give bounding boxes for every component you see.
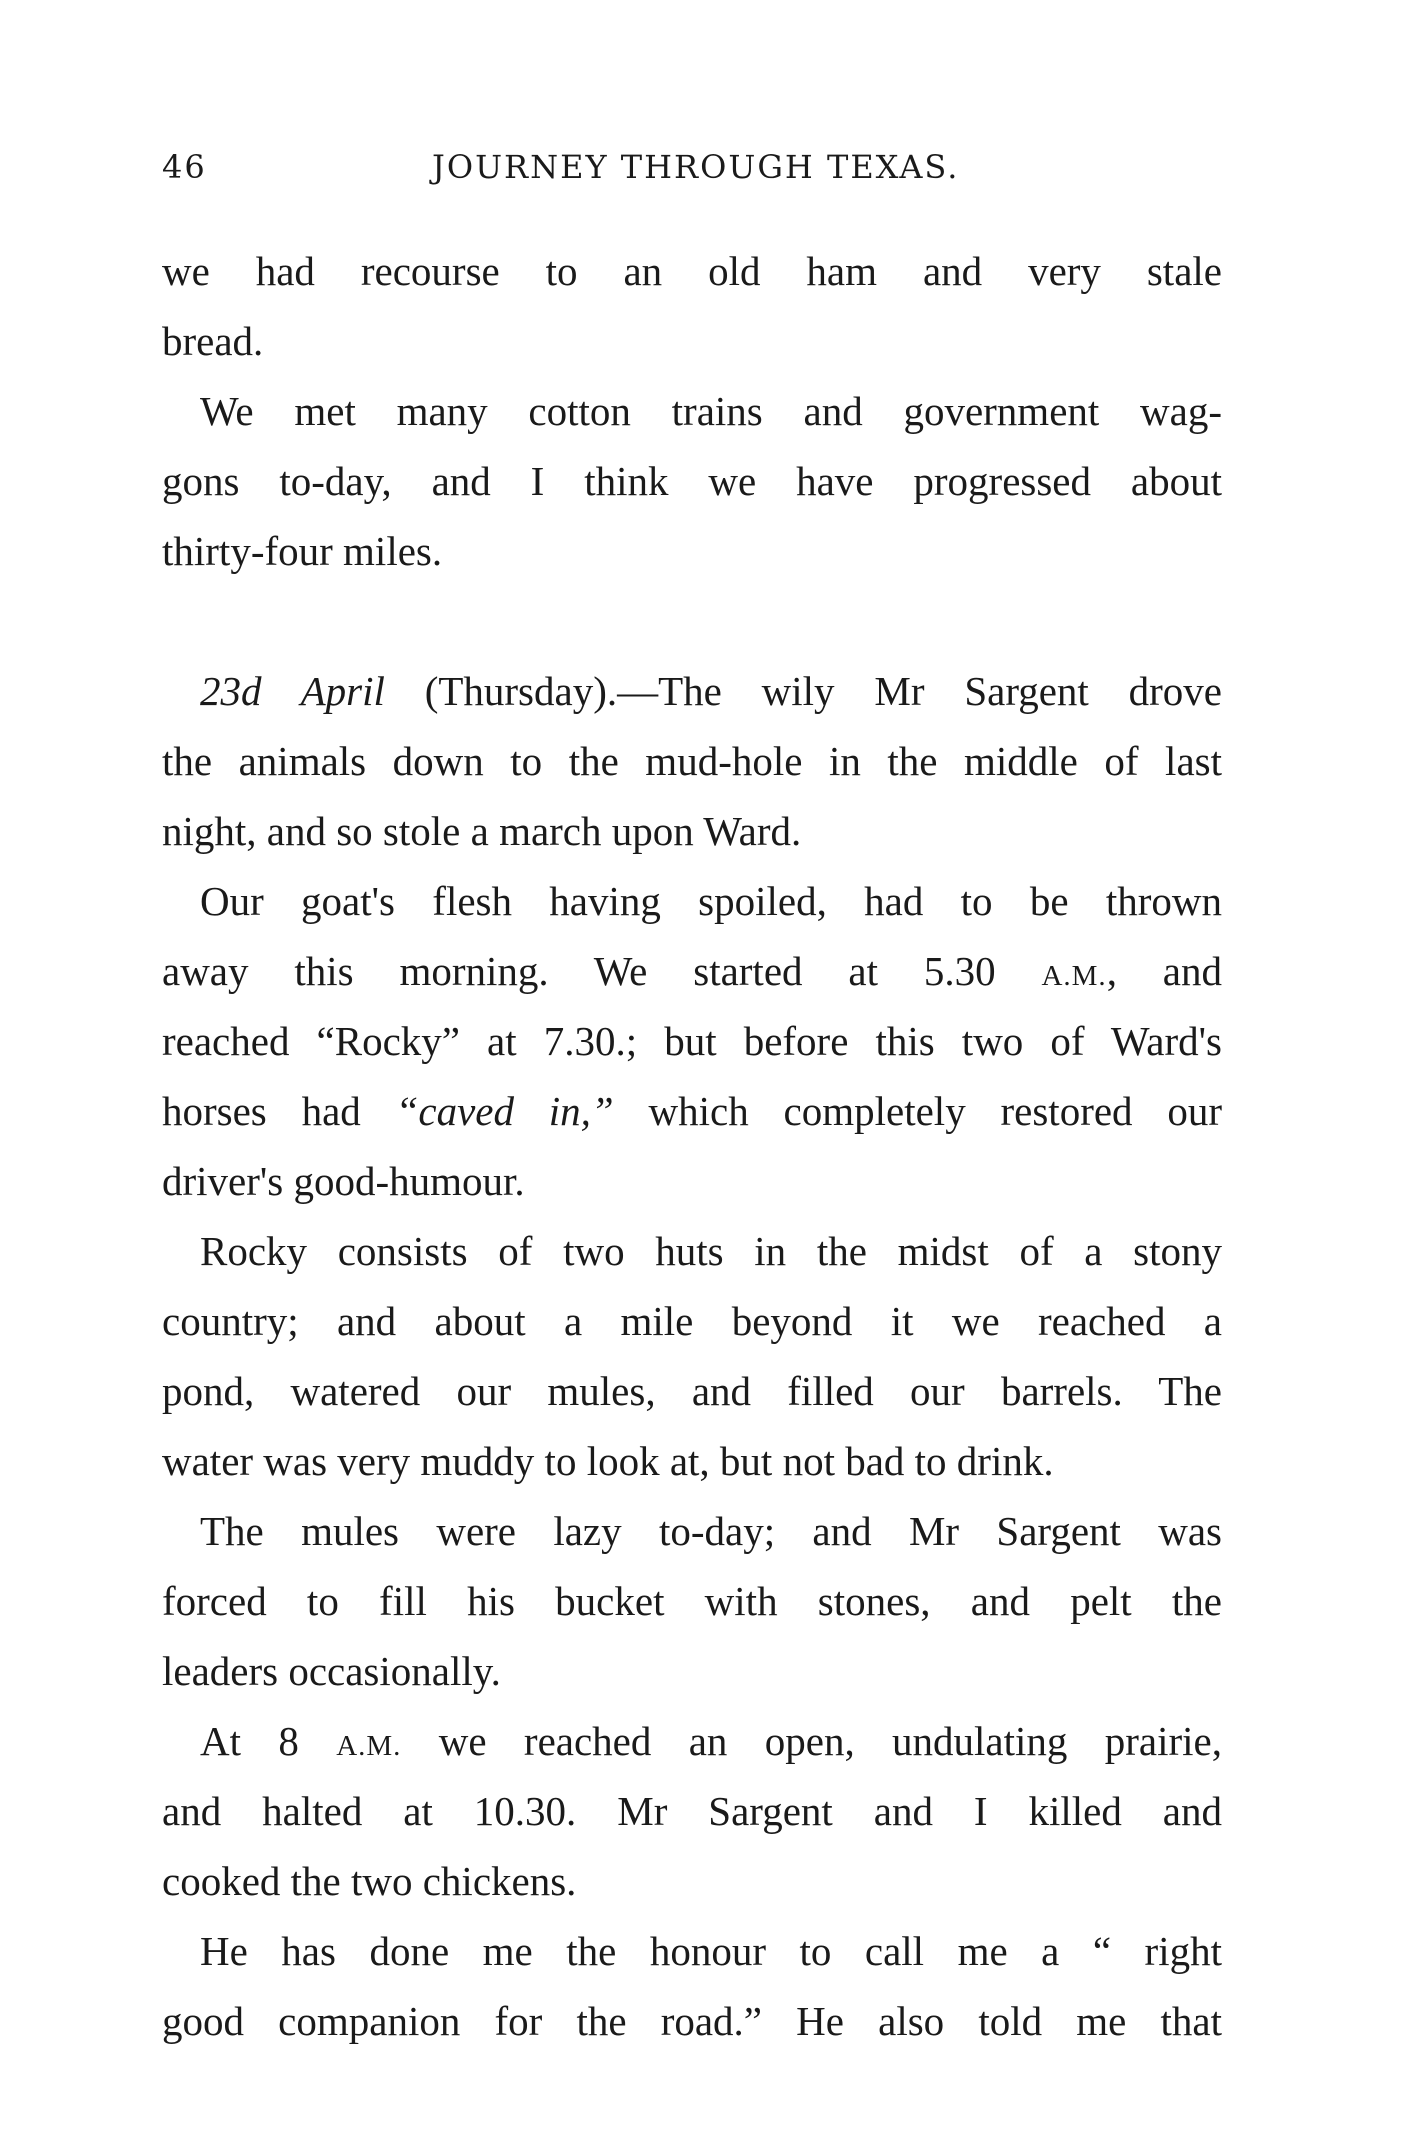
italic-quote: “caved in,” (395, 1088, 614, 1134)
line-text: (Thursday).—The wily Mr Sargent drove (384, 668, 1222, 714)
text-line: water was very muddy to look at, but not bad to drink. (162, 1438, 1054, 1484)
text-line: leaders occasionally. (162, 1648, 501, 1694)
section-gap (162, 586, 1222, 656)
text-line: Our goat's flesh having spoiled, had to be thrown (200, 878, 1222, 924)
text-line: cooked the two chickens. (162, 1858, 577, 1904)
text-line: The mules were lazy to-day; and Mr Sargent was (200, 1508, 1222, 1554)
small-caps: A.M. (1041, 960, 1107, 992)
running-title: JOURNEY THROUGH TEXAS. (432, 148, 960, 186)
text-line: country; and about a mile beyond it we reached a (162, 1298, 1222, 1344)
small-caps: A.M. (336, 1730, 402, 1762)
text-line: driver's good-humour. (162, 1158, 525, 1204)
line-text: we reached an open, undulating prairie, (401, 1718, 1222, 1764)
text-line (162, 936, 1222, 1006)
line-text: At 8 (200, 1718, 337, 1764)
text-line (162, 1076, 1222, 1146)
text-line: Rocky consists of two huts in the midst of a stony (200, 1228, 1222, 1274)
text-line: reached “Rocky” at 7.30.; but before this two of Ward's (162, 1018, 1222, 1064)
text-line: the animals down to the mud-hole in the middle of last (162, 738, 1222, 784)
text-line: good companion for the road.” He also told me that (162, 1998, 1222, 2044)
line-text: away this morning. We started at 5.30 (162, 948, 1042, 994)
line-text: horses had (162, 1088, 396, 1134)
entry-date: 23d April (200, 668, 385, 714)
text-line: He has done me the honour to call me a “ right (200, 1928, 1222, 1974)
text-line (162, 656, 1222, 726)
line-text: which completely restored our (613, 1088, 1223, 1134)
text-line: and halted at 10.30. Mr Sargent and I killed and (162, 1788, 1222, 1834)
text-line: pond, watered our mules, and filled our barrels. The (162, 1368, 1222, 1414)
text-line: night, and so stole a march upon Ward. (162, 808, 802, 854)
running-head (162, 148, 1222, 192)
text-line: gons to-day, and I think we have progressed about (162, 458, 1222, 504)
text-line: We met many cotton trains and government wag- (200, 388, 1222, 434)
line-text: , and (1106, 948, 1222, 994)
text-line: forced to fill his bucket with stones, and pelt the (162, 1578, 1222, 1624)
text-line: thirty-four miles. (162, 528, 443, 574)
text-line: we had recourse to an old ham and very stale (162, 248, 1222, 294)
page-number: 46 (162, 148, 207, 186)
body-text (162, 236, 1222, 2056)
text-line: bread. (162, 318, 264, 364)
text-line (162, 1706, 1222, 1776)
